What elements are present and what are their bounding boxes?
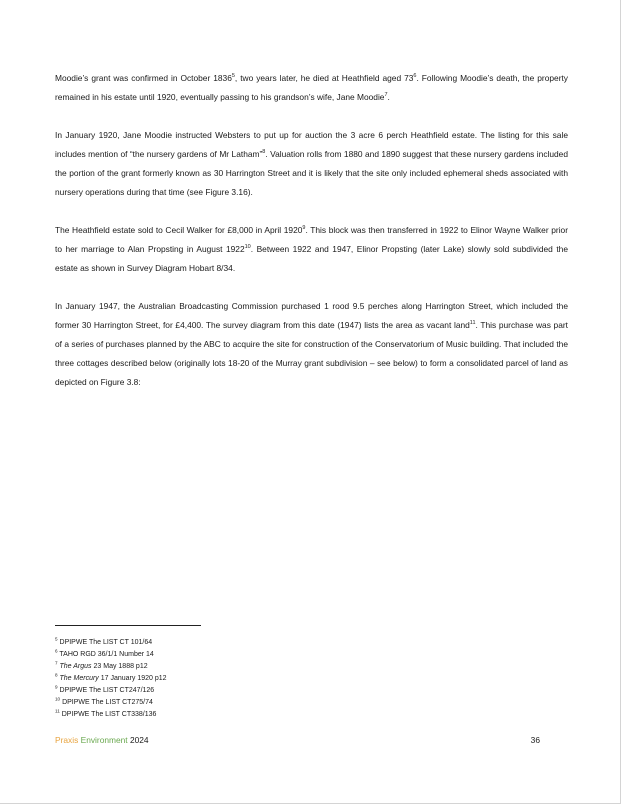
brand-word-environment: Environment [80, 735, 128, 745]
text-run: In January 1947, the Australian Broadcasting Commission purchased 1 rood 9.5 perches along Harrington Street, which included the former 30 Harrington Street, for £4,400. The survey diagram from this date (1947) lists the area as vacant land [55, 301, 568, 330]
footnote-italic: The Mercury [59, 675, 99, 682]
text-run: . Between 1922 and 1947, Elinor Propsting (later Lake) slowly sold subdivided the estate as shown in Survey Diagram Hobart 8/34. [55, 244, 568, 273]
paragraph-3 [55, 221, 568, 278]
footnote-text: 17 January 1920 p12 [98, 675, 167, 682]
footnote-item [55, 661, 167, 673]
footnote-ref[interactable]: 8 [262, 149, 266, 156]
footnote-number: 9 [55, 684, 58, 690]
footnote-item [55, 649, 167, 661]
footnote-ref[interactable]: 5 [231, 73, 235, 80]
footer-brand [55, 735, 149, 745]
footnote-number: 11 [55, 708, 60, 714]
text-run: . [387, 92, 390, 102]
footnote-text: DPIPWE The LIST CT247/126 [59, 687, 155, 694]
footnote-text: DPIPWE The LIST CT275/74 [62, 699, 153, 706]
footnote-ref[interactable]: 10 [244, 244, 251, 251]
brand-year: 2024 [129, 735, 149, 745]
page-footer [55, 735, 568, 745]
footnote-text: TAHO RGD 36/1/1 Number 14 [59, 651, 154, 658]
footnote-ref[interactable]: 7 [384, 92, 388, 99]
footnote-item [55, 685, 167, 697]
footnote-number: 10 [55, 696, 61, 702]
footnote-number: 5 [55, 636, 58, 642]
paragraph-4 [55, 297, 568, 392]
footnote-text: DPIPWE The LIST CT338/136 [61, 711, 157, 718]
text-run: The Heathfield estate sold to Cecil Walker for £8,000 in April 1920 [55, 225, 303, 235]
text-run: In January 1920, Jane Moodie instructed Websters to put up for auction the 3 acre 6 perch Heathfield estate. The listing for this sale includes mention of “the nursery gardens of Mr Latham” [55, 130, 568, 159]
brand-word-praxis: Praxis [55, 735, 79, 745]
text-run: . Valuation rolls from 1880 and 1890 suggest that these nursery gardens included the portion of the grant formerly known as 30 Harrington Street and it is likely that the site only included ephemeral sheds associated with nursery operations during that time (see Figure 3.16). [55, 149, 568, 197]
footnote-ref[interactable]: 9 [302, 225, 306, 232]
text-run: Moodie’s grant was confirmed in October 1836 [55, 73, 232, 83]
body-text [55, 69, 568, 411]
footnote-number: 7 [55, 660, 58, 666]
footnote-text: 23 May 1888 p12 [91, 663, 148, 670]
footnote-item [55, 673, 167, 685]
footnote-item [55, 637, 167, 649]
footnote-number: 6 [55, 648, 58, 654]
footnote-text: DPIPWE The LIST CT 101/64 [59, 639, 153, 646]
paragraph-2 [55, 126, 568, 202]
footnote-divider [55, 625, 201, 626]
text-run: . This purchase was part of a series of purchases planned by the ABC to acquire the site for construction of the Conservatorium of Music building. That included the three cottages described below (originally lots 18-20 of the Murray grant subdivision – see below) to form a consolidated parcel of land as depicted on Figure 3.8: [55, 320, 568, 387]
footnote-italic: The Argus [59, 663, 92, 670]
page-number: 36 [530, 735, 540, 745]
paragraph-1 [55, 69, 568, 107]
footnote-item [55, 697, 167, 709]
text-run: . Following Moodie’s death, the property remained in his estate until 1920, eventually passing to his grandson’s wife, Jane Moodie [55, 73, 568, 102]
text-run: . This block was then transferred in 1922 to Elinor Wayne Walker prior to her marriage to Alan Propsting in August 1922 [55, 225, 569, 254]
footnote-number: 8 [55, 672, 58, 678]
text-run: , two years later, he died at Heathfield aged 73 [234, 73, 414, 83]
footnotes [55, 637, 167, 721]
footnote-ref[interactable]: 6 [413, 73, 417, 80]
footnote-item [55, 709, 167, 721]
footnote-ref[interactable]: 11 [469, 320, 476, 327]
